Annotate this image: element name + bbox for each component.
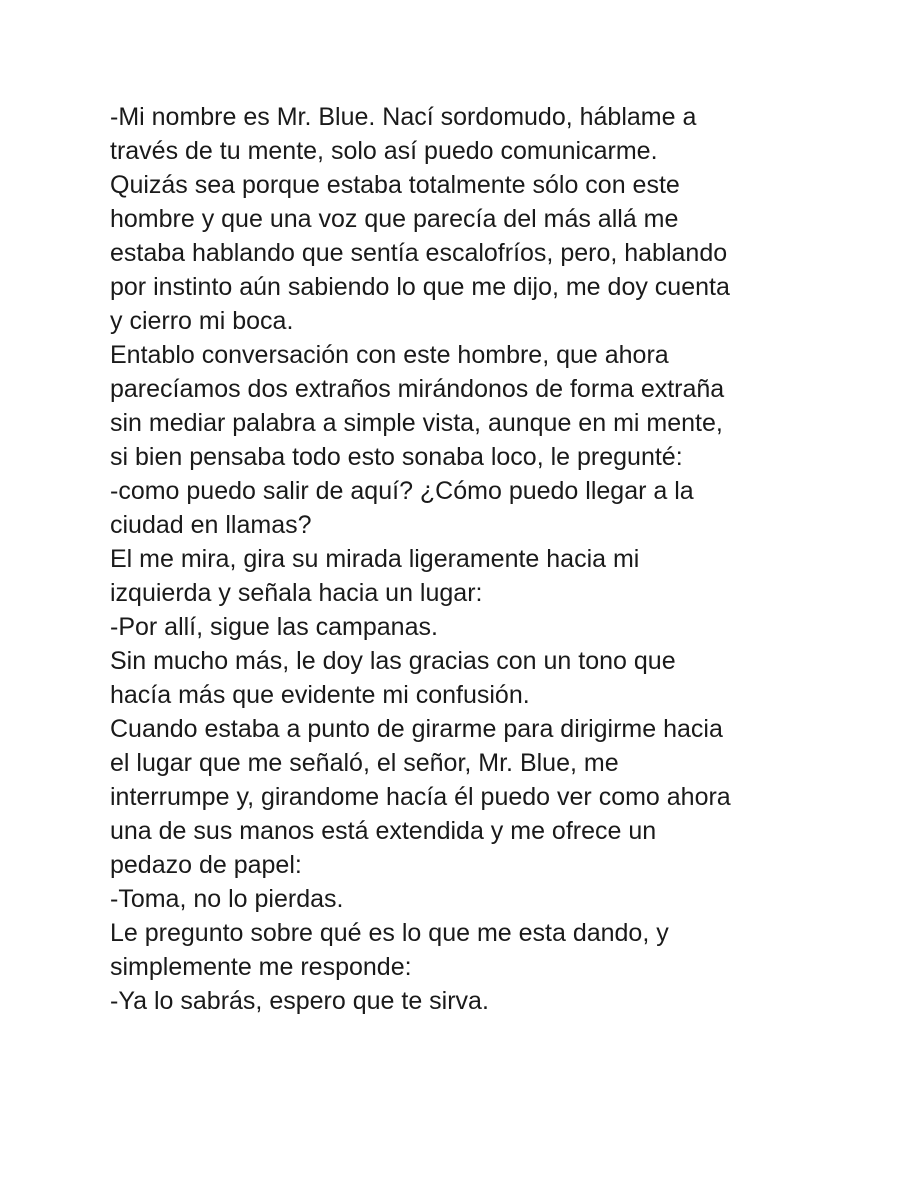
text-line: hombre y que una voz que parecía del más allá me xyxy=(110,205,679,233)
text-line: Quizás sea porque estaba totalmente sólo con este xyxy=(110,171,680,199)
text-line: través de tu mente, solo así puedo comunicarme. xyxy=(110,137,658,165)
text-line: -Ya lo sabrás, espero que te sirva. xyxy=(110,987,489,1015)
text-line: Sin mucho más, le doy las gracias con un tono que xyxy=(110,647,676,675)
text-line: si bien pensaba todo esto sonaba loco, le pregunté: xyxy=(110,443,683,471)
text-line: parecíamos dos extraños mirándonos de forma extraña xyxy=(110,375,725,403)
text-line: y cierro mi boca. xyxy=(110,307,294,335)
text-line: una de sus manos está extendida y me ofrece un xyxy=(110,817,657,845)
text-line: izquierda y señala hacia un lugar: xyxy=(110,579,483,607)
body-text xyxy=(110,100,810,1018)
text-line: interrumpe y, girandome hacía él puedo ver como ahora xyxy=(110,783,731,811)
text-line: estaba hablando que sentía escalofríos, pero, hablando xyxy=(110,239,728,267)
text-line: pedazo de papel: xyxy=(110,851,302,879)
text-line: sin mediar palabra a simple vista, aunque en mi mente, xyxy=(110,409,723,437)
text-line: Cuando estaba a punto de girarme para dirigirme hacia xyxy=(110,715,723,743)
text-line: simplemente me responde: xyxy=(110,953,412,981)
text-line: hacía más que evidente mi confusión. xyxy=(110,681,530,709)
text-line: -Toma, no lo pierdas. xyxy=(110,885,344,913)
text-line: el lugar que me señaló, el señor, Mr. Blue, me xyxy=(110,749,619,777)
text-line: El me mira, gira su mirada ligeramente hacia mi xyxy=(110,545,640,573)
text-line: Le pregunto sobre qué es lo que me esta dando, y xyxy=(110,919,669,947)
text-line: ciudad en llamas? xyxy=(110,511,312,539)
text-line: Entablo conversación con este hombre, que ahora xyxy=(110,341,669,369)
text-line: por instinto aún sabiendo lo que me dijo, me doy cuenta xyxy=(110,273,730,301)
text-line: -como puedo salir de aquí? ¿Cómo puedo llegar a la xyxy=(110,477,694,505)
text-line: -Mi nombre es Mr. Blue. Nací sordomudo, háblame a xyxy=(110,103,697,131)
text-line: -Por allí, sigue las campanas. xyxy=(110,613,438,641)
